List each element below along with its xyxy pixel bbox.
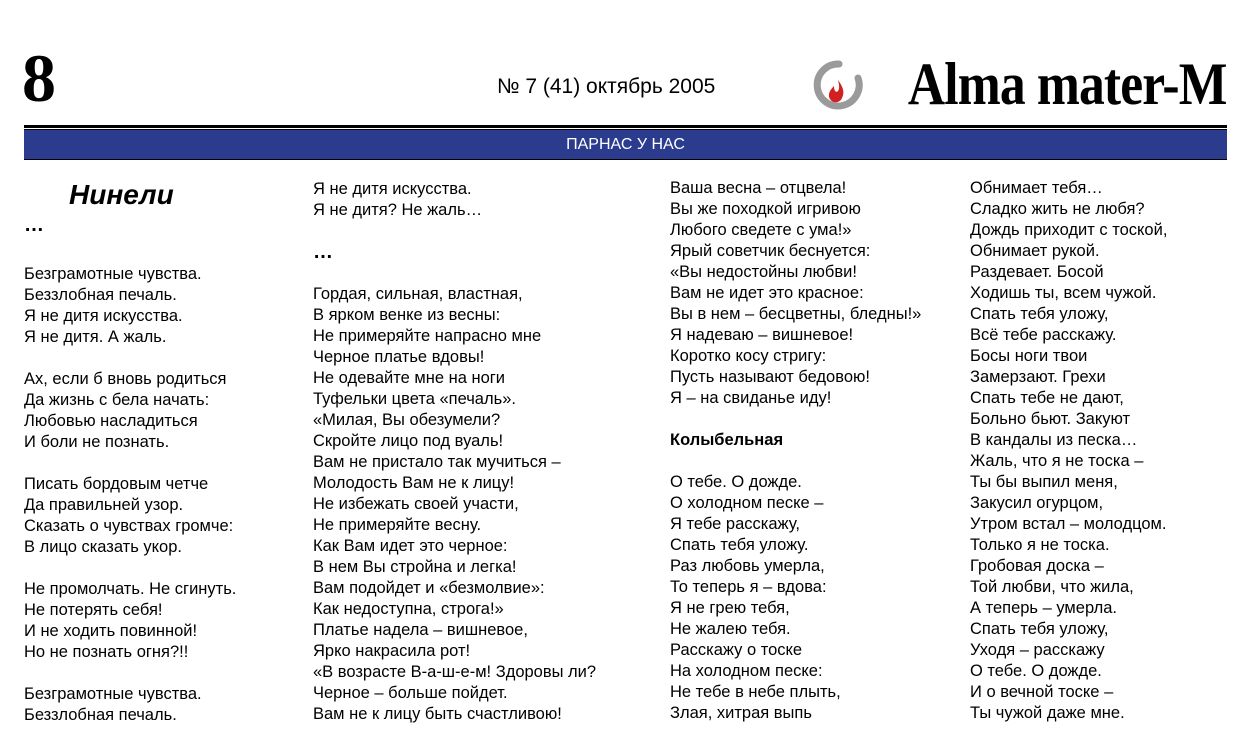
poem-line: Закусил огурцом, bbox=[970, 494, 1104, 512]
poem-line: Туфельки цвета «печаль». bbox=[313, 390, 516, 408]
poem-lines bbox=[670, 178, 921, 409]
poem-line: Дождь приходит с тоской, bbox=[970, 221, 1168, 239]
column-3 bbox=[670, 178, 921, 724]
stanza bbox=[24, 684, 236, 726]
poem-line: Не жалею тебя. bbox=[670, 620, 791, 638]
poem-line: Сказать о чувствах громче: bbox=[24, 517, 234, 535]
author-name: Нинели bbox=[69, 179, 174, 210]
poem-line: В кандалы из песка… bbox=[970, 431, 1138, 449]
poem-line: Уходя – расскажу bbox=[970, 641, 1105, 659]
poem-lines bbox=[313, 284, 596, 725]
poem-line: В ярком венке из весны: bbox=[313, 306, 501, 324]
column-2 bbox=[313, 179, 596, 725]
poem-line: Ярко накрасила рот! bbox=[313, 642, 471, 660]
poem-line: Спать тебя уложу, bbox=[970, 620, 1109, 638]
poem-line: А теперь – умерла. bbox=[970, 599, 1117, 617]
poem-line: Больно бьют. Закуют bbox=[970, 410, 1131, 428]
poem-stanzas bbox=[24, 264, 236, 726]
poem-line: Вам не идет это красное: bbox=[670, 284, 864, 302]
poem-line: И о вечной тоске – bbox=[970, 683, 1114, 701]
poem-line: Беззлобная печаль. bbox=[24, 706, 177, 724]
poem-line: Как недоступна, строга!» bbox=[313, 600, 504, 618]
poem-line: Вы же походкой игривою bbox=[670, 200, 861, 218]
poem-line: Как Вам идет это черное: bbox=[313, 537, 508, 555]
poem-title-lullaby: Колыбельная bbox=[670, 431, 784, 449]
poem-line: Я тебе расскажу, bbox=[670, 515, 800, 533]
stanza bbox=[24, 579, 236, 663]
poem-ending bbox=[313, 179, 596, 221]
poem-line: Вам подойдет и «безмолвие»: bbox=[313, 579, 545, 597]
poem-line: Не тебе в небе плыть, bbox=[670, 683, 841, 701]
poem-line: Молодость Вам не к лицу! bbox=[313, 474, 515, 492]
poem-line: Безграмотные чувства. bbox=[24, 685, 202, 703]
flame-swirl-icon bbox=[812, 58, 866, 112]
poem-line: В нем Вы стройна и легка! bbox=[313, 558, 517, 576]
poem-line: Вы в нем – бесцветны, бледны!» bbox=[670, 305, 922, 323]
poem-lines bbox=[970, 178, 1167, 724]
poem-line: Гордая, сильная, властная, bbox=[313, 285, 523, 303]
poem-line: Я – на свиданье иду! bbox=[670, 389, 832, 407]
logo-wordmark: Alma mater-M bbox=[908, 51, 1227, 117]
section-banner: ПАРНАС У НАС bbox=[24, 129, 1227, 160]
poem-line: Не потерять себя! bbox=[24, 601, 163, 619]
poem-line: Я не грею тебя, bbox=[670, 599, 790, 617]
poem-line: Замерзают. Грехи bbox=[970, 368, 1106, 386]
poem-line: Ваша весна – отцвела! bbox=[670, 179, 847, 197]
poem-line: Утром встал – молодцом. bbox=[970, 515, 1167, 533]
stanza-separator: … bbox=[313, 241, 336, 263]
poem-line: Только я не тоска. bbox=[970, 536, 1110, 554]
poem-line: Я не дитя искусства. bbox=[24, 307, 183, 325]
poem-line: Жаль, что я не тоска – bbox=[970, 452, 1144, 470]
poem-line: Раз любовь умерла, bbox=[670, 557, 825, 575]
poem-line: Гробовая доска – bbox=[970, 557, 1104, 575]
poem-line: Писать бордовым четче bbox=[24, 475, 209, 493]
poem-line: Черное – больше пойдет. bbox=[313, 684, 508, 702]
poem-line: Раздевает. Босой bbox=[970, 263, 1104, 281]
masthead-logo bbox=[816, 48, 1227, 117]
poem-line: Ты бы выпил меня, bbox=[970, 473, 1118, 491]
poem-line: Вам не к лицу быть счастливою! bbox=[313, 705, 562, 723]
poem-line: То теперь я – вдова: bbox=[670, 578, 827, 596]
poem-line: Пусть называют бедовою! bbox=[670, 368, 870, 386]
poem-line: И не ходить повинной! bbox=[24, 622, 198, 640]
poem-line: На холодном песке: bbox=[670, 662, 823, 680]
poem-line: Да правильней узор. bbox=[24, 496, 184, 514]
poem-line: Безграмотные чувства. bbox=[24, 265, 202, 283]
poem-line: Вам не пристало так мучиться – bbox=[313, 453, 561, 471]
poem-line: Любого сведете с ума!» bbox=[670, 221, 852, 239]
poem-line: Злая, хитрая выпь bbox=[670, 704, 812, 722]
poem-line: Спать тебя уложу. bbox=[670, 536, 809, 554]
poem-line: Расскажу о тоске bbox=[670, 641, 803, 659]
poem-line: Ходишь ты, всем чужой. bbox=[970, 284, 1157, 302]
poem-line: Я надеваю – вишневое! bbox=[670, 326, 854, 344]
poem-line: Но не познать огня?!! bbox=[24, 643, 189, 661]
poem-line: «Милая, Вы обезумели? bbox=[313, 411, 501, 429]
poem-line: Спать тебе не дают, bbox=[970, 389, 1124, 407]
poem-line: Обнимает тебя… bbox=[970, 179, 1103, 197]
poem-line: Да жизнь с бела начать: bbox=[24, 391, 210, 409]
poem-line: Черное платье вдовы! bbox=[313, 348, 485, 366]
poem-line: Не промолчать. Не сгинуть. bbox=[24, 580, 237, 598]
poem-line: Любовью насладиться bbox=[24, 412, 198, 430]
stanza-separator: … bbox=[24, 214, 47, 236]
poem-line: Ты чужой даже мне. bbox=[970, 704, 1125, 722]
stanza bbox=[24, 264, 236, 348]
poem-line: Платье надела – вишневое, bbox=[313, 621, 528, 639]
poem-line: Я не дитя искусства. bbox=[313, 180, 472, 198]
poem-line: «В возрасте В-а-ш-е-м! Здоровы ли? bbox=[313, 663, 597, 681]
poem-line: Той любви, что жила, bbox=[970, 578, 1134, 596]
column-1 bbox=[24, 178, 236, 726]
poem-line: Босы ноги твои bbox=[970, 347, 1088, 365]
poem-line: Я не дитя. А жаль. bbox=[24, 328, 167, 346]
poem-line: Спать тебя уложу, bbox=[970, 305, 1109, 323]
column-4 bbox=[970, 178, 1167, 724]
poem-line: Всё тебе расскажу. bbox=[970, 326, 1117, 344]
page-number: 8 bbox=[22, 40, 54, 116]
poem-line: Беззлобная печаль. bbox=[24, 286, 177, 304]
poem-line: Не избежать своей участи, bbox=[313, 495, 519, 513]
poem-line: Не примеряйте напрасно мне bbox=[313, 327, 542, 345]
header-rule bbox=[24, 125, 1227, 128]
poem-line: Ярый советчик беснуется: bbox=[670, 242, 871, 260]
poem-line: И боли не познать. bbox=[24, 433, 170, 451]
poem-line: «Вы недостойны любви! bbox=[670, 263, 857, 281]
poem-line: Я не дитя? Не жаль… bbox=[313, 201, 483, 219]
poem-line: Скройте лицо под вуаль! bbox=[313, 432, 504, 450]
poem-line: Ах, если б вновь родиться bbox=[24, 370, 227, 388]
poem-lines bbox=[670, 472, 921, 724]
poem-line: Сладко жить не любя? bbox=[970, 200, 1145, 218]
stanza bbox=[24, 369, 236, 453]
poem-line: О холодном песке – bbox=[670, 494, 824, 512]
poem-line: Обнимает рукой. bbox=[970, 242, 1100, 260]
stanza bbox=[24, 474, 236, 558]
poem-line: Коротко косу стригу: bbox=[670, 347, 827, 365]
poem-line: Не примеряйте весну. bbox=[313, 516, 482, 534]
issue-line: № 7 (41) октябрь 2005 bbox=[497, 75, 716, 98]
poem-line: О тебе. О дожде. bbox=[670, 473, 802, 491]
poem-line: Не одевайте мне на ноги bbox=[313, 369, 506, 387]
poem-line: О тебе. О дожде. bbox=[970, 662, 1102, 680]
poem-line: В лицо сказать укор. bbox=[24, 538, 182, 556]
